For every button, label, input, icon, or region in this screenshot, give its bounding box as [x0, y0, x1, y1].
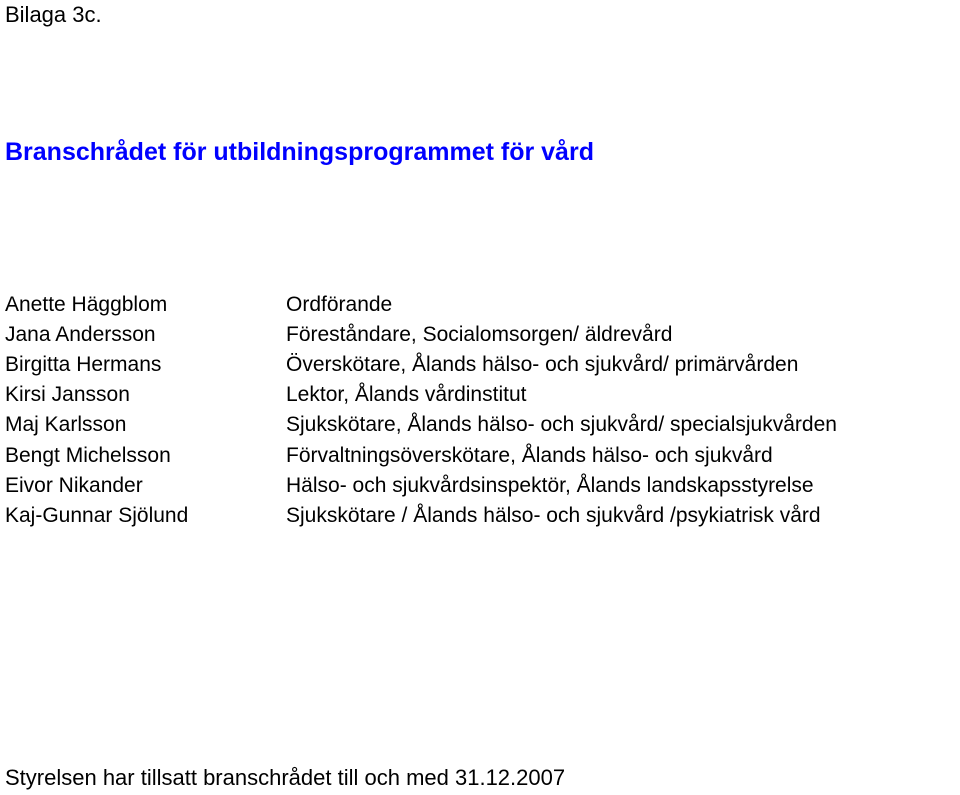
appendix-label: Bilaga 3c.: [5, 2, 102, 27]
member-role: Förvaltningsöverskötare, Ålands hälso- och sjukvård: [286, 443, 773, 467]
member-name: Eivor Nikander: [5, 473, 143, 497]
document-title: Branschrådet för utbildningsprogrammet för vård: [5, 138, 594, 166]
member-name: Jana Andersson: [5, 323, 156, 347]
member-row: [5, 350, 955, 380]
member-role: Föreståndare, Socialomsorgen/ äldrevård: [286, 323, 673, 347]
member-role: Överskötare, Ålands hälso- och sjukvård/ primärvården: [286, 353, 799, 377]
member-role: Sjukskötare / Ålands hälso- och sjukvård /psykiatrisk vård: [286, 503, 821, 527]
member-name: Kaj-Gunnar Sjölund: [5, 503, 189, 527]
member-role: Hälso- och sjukvårdsinspektör, Ålands landskapsstyrelse: [286, 473, 814, 497]
member-row: [5, 380, 955, 410]
member-row: [5, 410, 955, 440]
member-row: [5, 440, 955, 470]
member-row: [5, 320, 955, 350]
footer-note: Styrelsen har tillsatt branschrådet till och med 31.12.2007: [5, 765, 566, 790]
member-role: Lektor, Ålands vårdinstitut: [286, 383, 527, 407]
member-name: Anette Häggblom: [5, 293, 168, 317]
member-name: Birgitta Hermans: [5, 353, 162, 377]
member-role: Sjukskötare, Ålands hälso- och sjukvård/ specialsjukvården: [286, 413, 837, 437]
member-list: [5, 290, 955, 531]
member-name: Kirsi Jansson: [5, 383, 130, 407]
member-row: [5, 290, 955, 320]
member-role: Ordförande: [286, 293, 393, 317]
member-name: Bengt Michelsson: [5, 443, 171, 467]
member-name: Maj Karlsson: [5, 413, 127, 437]
member-row: [5, 471, 955, 501]
member-row: [5, 501, 955, 531]
